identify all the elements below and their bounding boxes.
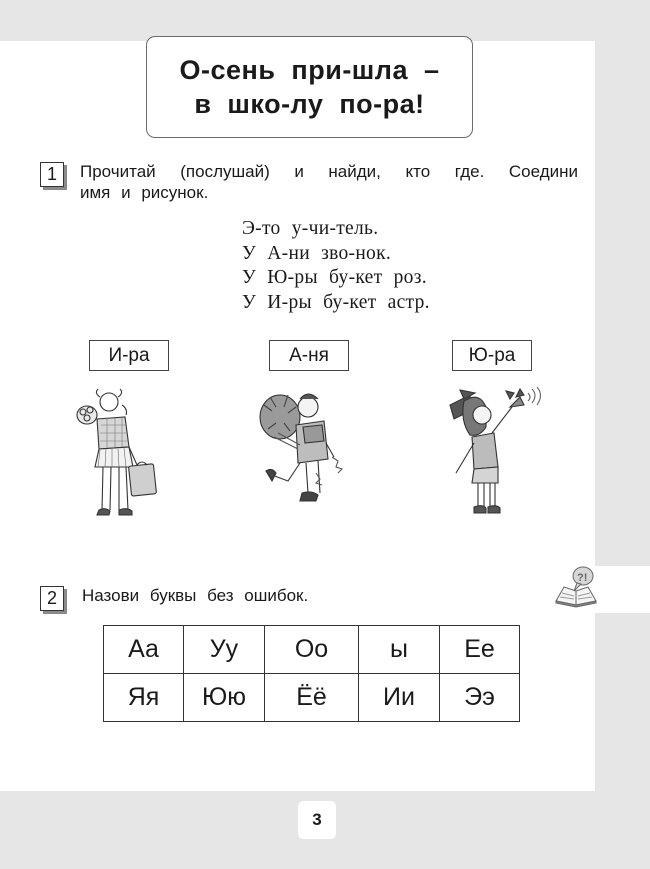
letter-cell[interactable]: ы [359,626,440,674]
reading-poem [242,217,430,315]
task-1-instruction-line-1: Прочитай (послушай) и найди, кто где. Соедини [80,162,578,181]
letter-cell[interactable]: Ее [440,626,520,674]
name-box-ira[interactable]: И-ра [89,340,169,371]
margin-tab [595,566,650,613]
letter-cell[interactable]: Оо [265,626,359,674]
poem-line: Э-то у-чи-тель. [242,218,379,239]
letter-cell[interactable]: Яя [104,674,184,722]
poem-line: У Ю-ры бу-кет роз. [242,267,427,288]
task-number-2: 2 [40,586,64,611]
book-question-icon [552,565,600,609]
letter-cell[interactable]: Уу [184,626,265,674]
name-box-anya[interactable]: А-ня [269,340,349,371]
letter-cell[interactable]: Ээ [440,674,520,722]
svg-text:?!: ?! [577,572,588,584]
girl-with-flowers-and-briefcase-illustration[interactable] [75,385,165,520]
letter-cell[interactable]: Ёё [265,674,359,722]
poem-line: У И-ры бу-кет астр. [242,291,430,313]
title-line-2: в шко-лу по-ра! [194,89,425,119]
table-row [104,674,520,722]
name-box-yura[interactable]: Ю-ра [452,340,532,371]
title-line-1: О-сень при-шла – [179,55,440,85]
letter-cell[interactable]: Ии [359,674,440,722]
letters-table [103,625,520,722]
boy-with-bouquet-illustration[interactable] [258,385,348,520]
page-number: 3 [298,801,336,839]
table-row [104,626,520,674]
poem-line: У А-ни зво-нок. [242,242,392,264]
girl-with-bell-illustration[interactable] [440,385,550,520]
task-2-instruction: Назови буквы без ошибок. [82,586,309,605]
task-1-instruction-line-2: имя и рисунок. [80,183,209,202]
title-box [146,36,473,138]
letter-cell[interactable]: Аа [104,626,184,674]
task-number-1: 1 [40,162,64,187]
letter-cell[interactable]: Юю [184,674,265,722]
